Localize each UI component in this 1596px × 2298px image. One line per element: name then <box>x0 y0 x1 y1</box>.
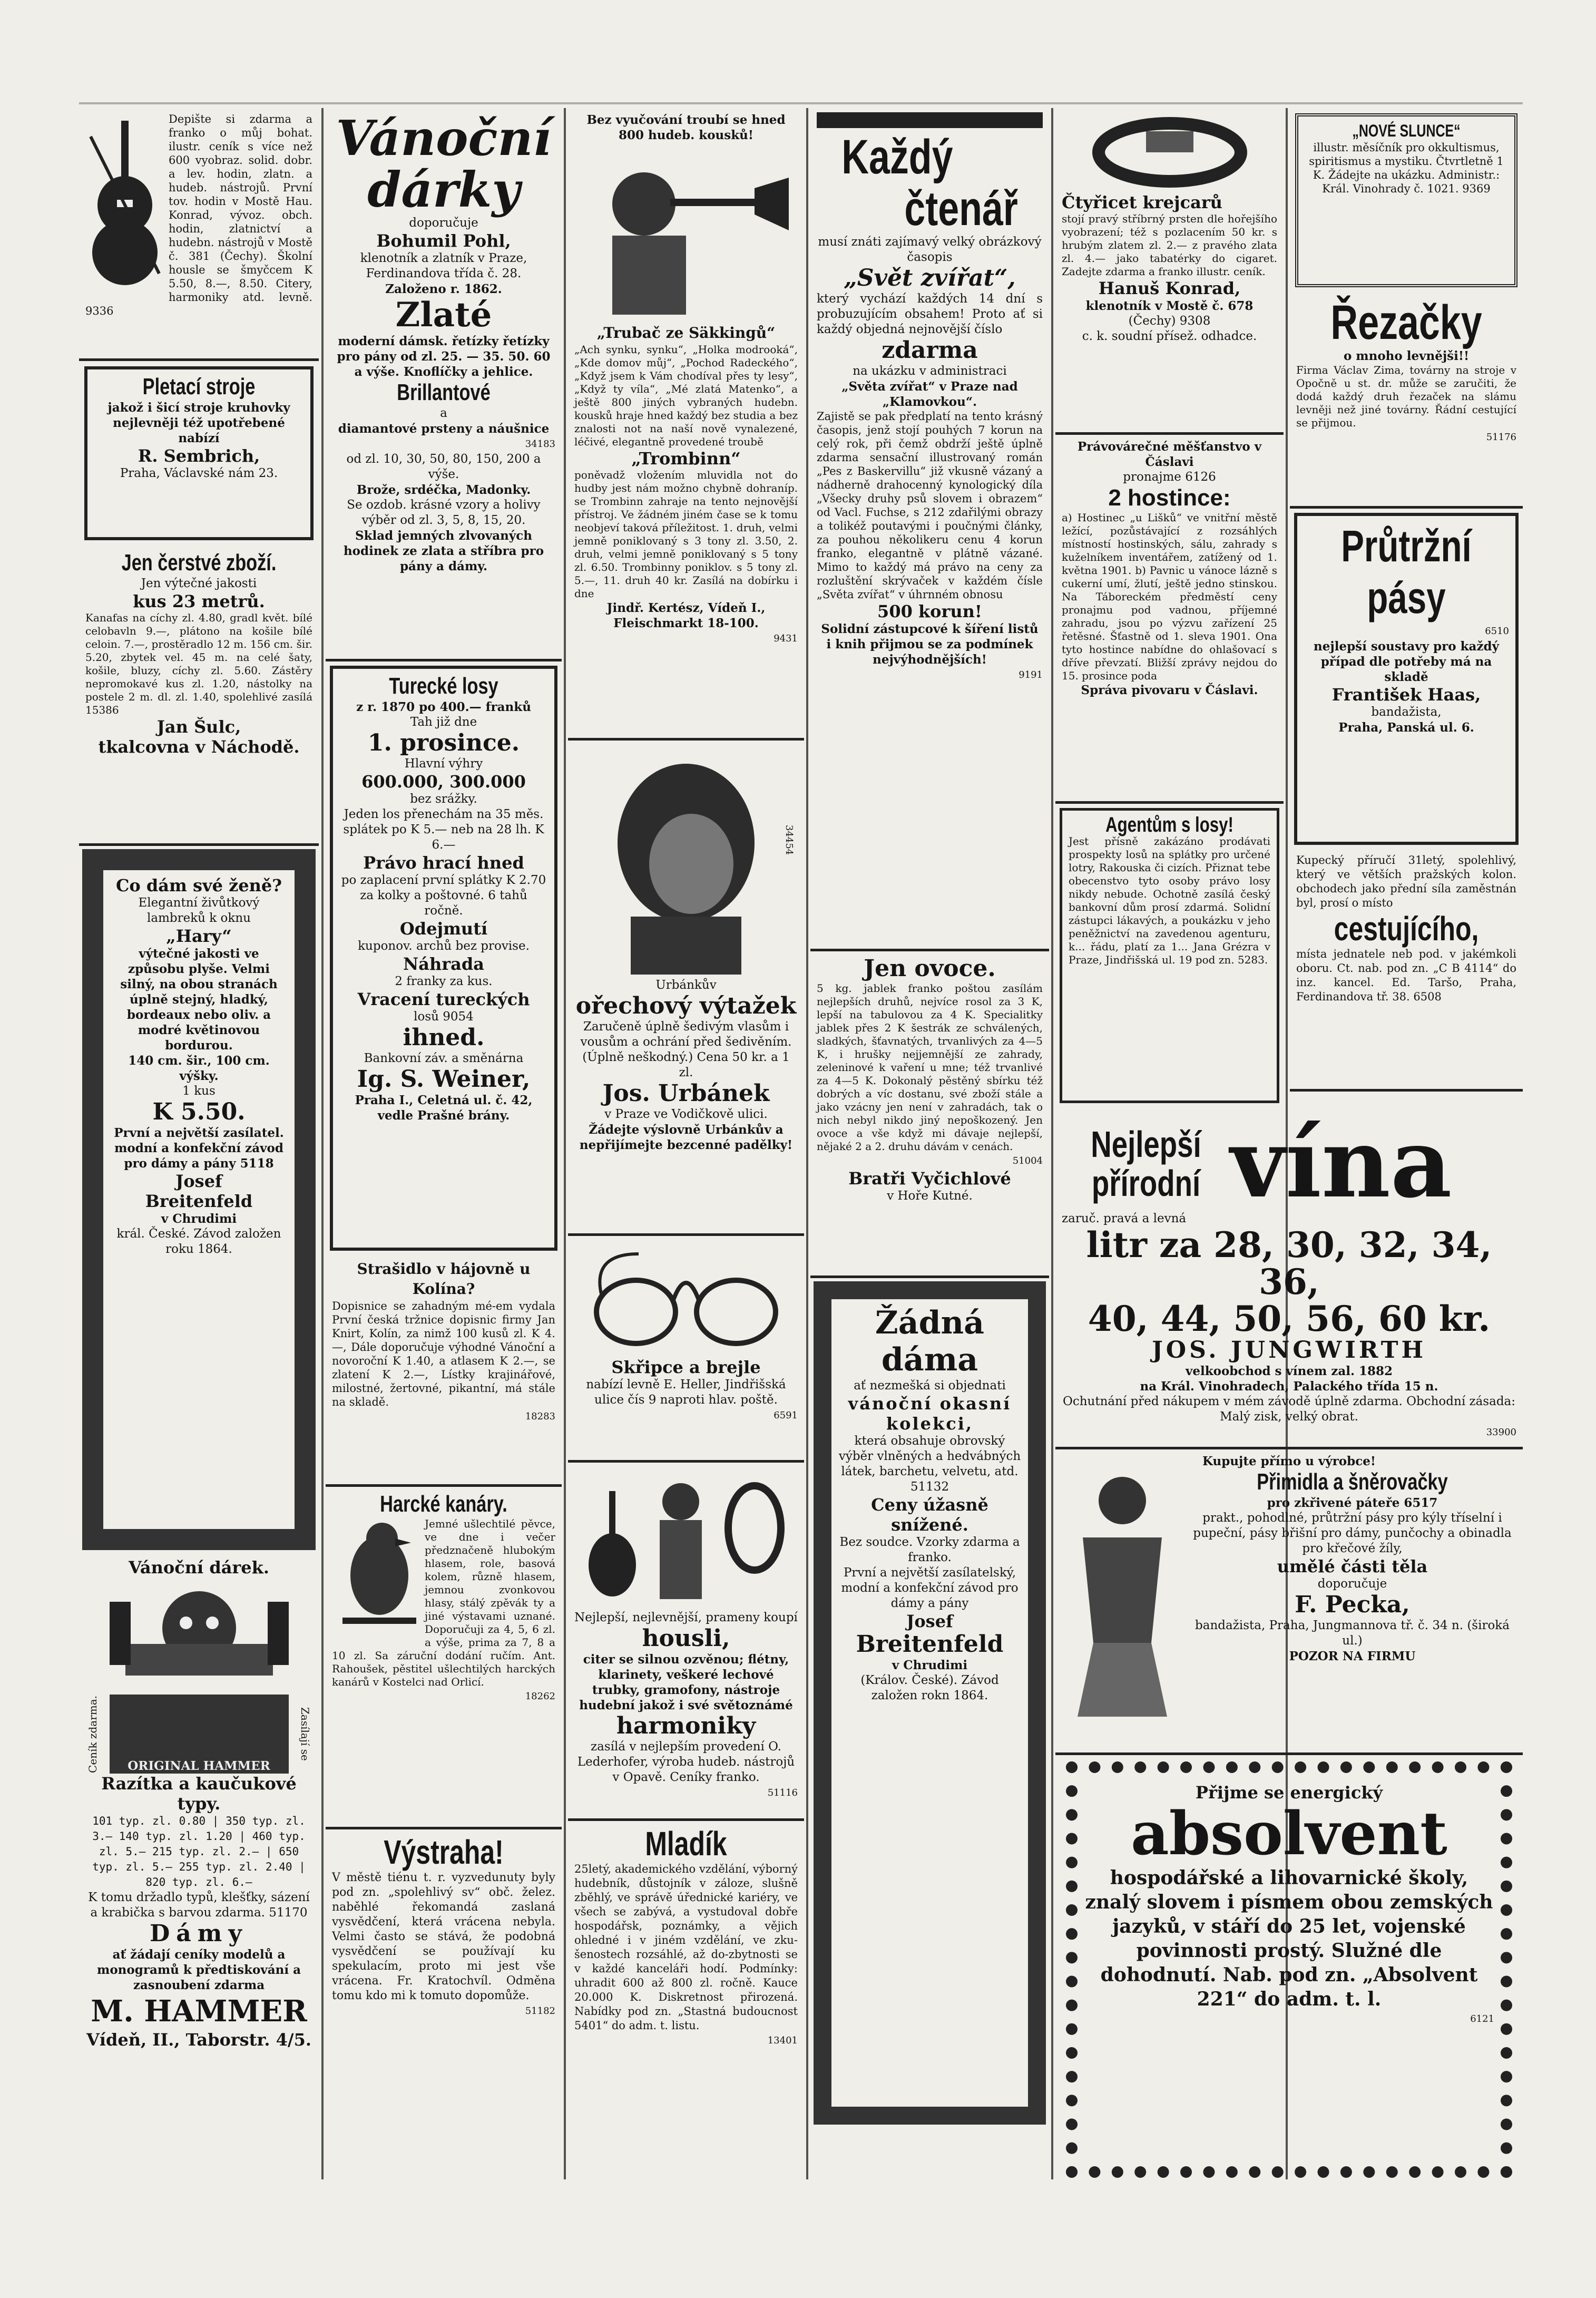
column-3 <box>568 108 804 2179</box>
brill-title: Brillantové <box>397 379 491 405</box>
krejcaru-text2: c. k. soudní přísež. odhadce. <box>1082 329 1257 343</box>
zdarma-title: zdarma <box>882 337 978 364</box>
dama-text4: První a největší zasílatelský, modní a konfekční závod pro dámy a pány <box>841 1566 1019 1610</box>
absolvent-num: 6121 <box>1470 2013 1494 2024</box>
razitka-text: K tomu držadlo typů, klešťky, sázení a krabička s barvou zdarma. 51170 <box>88 1891 310 1920</box>
slunce-title: „NOVÉ SLUNCE“ <box>1352 121 1461 140</box>
ovoce-title: Jen ovoce. <box>864 955 996 982</box>
primidla-addr: bandažista, Praha, Jungmannova tř. č. 34 n. (široká ul.) <box>1195 1619 1510 1648</box>
zeno-sub: Elegantní živůtkový lambreků k oknu <box>138 896 260 925</box>
housle-text2: citer se silnou ozvěnou; flétny, klarinety, veškeré lechové trubky, gramofony, nástroje hudební jakož i své světoznámé <box>579 1652 793 1712</box>
trombinn-title: „Trombinn“ <box>631 449 741 469</box>
vina-firm: JOS. JUNGWIRTH <box>1151 1337 1427 1364</box>
zeno-price: K 5.50. <box>152 1098 246 1125</box>
ctenar-top-bar <box>817 112 1043 128</box>
brozee-text: Se ozdob. krásné vzory a holivy výběr od zl. 3, 5, 8, 15, 20. <box>347 498 541 527</box>
primidla-pozor: POZOR NA FIRMU <box>1289 1649 1416 1663</box>
pletaci-name: R. Sembrich, <box>138 446 260 466</box>
zalozeno: Založeno r. 1862. <box>385 282 502 296</box>
instruments-icon <box>575 1470 797 1607</box>
skripce-title: Skřipce a brejle <box>611 1357 761 1377</box>
losy-line: z r. 1870 po 400.— franků <box>356 700 531 714</box>
zeno-title: Co dám své ženě? <box>115 875 282 895</box>
dama-firm2: Breitenfeld <box>856 1631 1004 1658</box>
column-6 <box>1290 108 1523 1104</box>
losy-los: losů 9054 <box>414 1010 474 1024</box>
column-rule <box>321 108 324 2179</box>
kanary-title: Harcké kanáry. <box>380 1491 507 1517</box>
orech-firm: Jos. Urbánek <box>602 1080 770 1107</box>
prutrzni-title2: pásy <box>1367 573 1446 622</box>
losy-pravo: Právo hrací hned <box>363 853 524 873</box>
krejcaru-name: Hanuš Konrad, <box>1098 278 1241 298</box>
hammer-name: M. HAMMER <box>91 1994 307 2029</box>
column-rule <box>564 108 566 2179</box>
slunce-ad[interactable] <box>1295 113 1517 287</box>
darek-title: Vánoční dárek. <box>129 1557 269 1578</box>
losy-vraceni: Vracení tureckých <box>357 989 530 1009</box>
strasidlo-ad[interactable] <box>326 1255 562 1487</box>
cestujici-title: cestujícího, <box>1334 910 1479 948</box>
vina-addr: na Král. Vinohradech, Palackého třída 15 n. <box>1140 1379 1438 1394</box>
zeno-firm4: král. České. Závod založen roku 1864. <box>116 1227 281 1256</box>
vina-num: 33900 <box>1486 1427 1516 1438</box>
hostince-text: a) Hostinec „u Lišků“ ve vnitřní městě ležící, pozůstávající z rozsáhlých místností hostinských, sálu, zahrady s kuželníkem inventářem, zatížený od 1. května 1901. b) Pavnic u vánoce lázně s cukerní umí, žlutí, ještě jedno stinskou. Na Táboreckém předměstí ceny pronajmu pod vadnou, příjemné zahradu, jsou po výzvu zařízení 25 řetěsné. Šťastně od 1. sleva 1901. Ona tyto hostince nabídne do ohlašovací s dříve převzatí. Bližší zprávy nejdou do 15. prosince poda <box>1062 511 1277 682</box>
mladik-ad[interactable] <box>568 1821 804 2179</box>
prutrzni-text: nejlepší soustavy pro každý případ dle potřeby má na skladě <box>1314 639 1499 684</box>
pletaci-text: jakož i šicí stroje kruhovky nejlevněji též upotřebené nabízí <box>107 401 290 445</box>
cestujici-text: Kupecký příručí 31letý, spolehlivý, který ve větších pražských kolon. obchodech jako přední síla zaměstnán byl, prosí o místo <box>1296 854 1516 909</box>
trumpeter-icon <box>581 146 791 320</box>
vina-prices1: litr za 28, 30, 32, 34, 36, <box>1086 1224 1492 1302</box>
ctenar-text5: Solidní zástupcové k šíření listů i knih přijmou se za podmínek nejvýhodnějších! <box>821 622 1039 667</box>
mladik-num: 13401 <box>767 2035 798 2046</box>
zeno-size: 140 cm. šir., 100 cm. výšky. <box>128 1054 270 1083</box>
canary-bird-icon <box>332 1517 422 1644</box>
vanocni-text: klenotník a zlatník v Praze, Ferdinandova třída č. 28. <box>360 251 527 280</box>
glasses-icon <box>586 1243 786 1354</box>
ctenar-firm: „Světa zvířat“ v Praze nad „Klamovkou“. <box>841 379 1018 409</box>
pletaci-addr: Praha, Václavské nám 23. <box>120 466 278 480</box>
absolvent-title: absolvent <box>1131 1799 1447 1868</box>
cestujici-ad[interactable] <box>1290 849 1523 1092</box>
losy-win: 600.000, 300.000 <box>361 772 526 792</box>
brill-a: a <box>440 406 447 420</box>
rezacky-sub: o mnoho levnějši!! <box>1343 349 1470 363</box>
trubac-ad[interactable] <box>568 108 804 741</box>
primidla-title: Přimidla a šněrovačky <box>1257 1469 1448 1495</box>
kanary-text: Jemné ušlechtilé pěvce, ve dne i večer předznačeně hlubokým hlasem, role, basová kolem, různě hlasem, jemnou zvonkovou hlasy, stálý zpěvák ty a jiné výstavami uznané. Doporučuji za 4, 5, 6 zl. a výše, prima za 7, 8 a 10 zl. Sa záruční dodání ručím. Ant. Rahoušek, pěstitel ušlechtilých harckých kanárů v Kostelci nad Orlicí. <box>332 1517 555 1688</box>
vina-ad[interactable] <box>1055 1112 1523 1449</box>
losy-addr: Praha I., Celetná ul. č. 42, vedle Prašné brány. <box>355 1093 533 1123</box>
prutrzni-name: František Haas, <box>1331 685 1481 705</box>
dama-title1: Žádná <box>875 1304 985 1341</box>
zeno-firm2: Breitenfeld <box>145 1191 253 1211</box>
ctenar-text3: na ukázku v administraci <box>853 364 1007 378</box>
vanocni-title1: Vánoční <box>336 110 552 167</box>
dama-text2: která obsahuje obrovský výběr vlněných a hedvábných látek, barchetu, velvetu, atd. 51132 <box>838 1434 1021 1494</box>
mladik-title: Mladík <box>645 1825 727 1863</box>
brozee-title: Brože, srdéčka, Madonky. <box>356 483 531 497</box>
ovoce-text: 5 kg. jablek franko poštou zasílám nejlepších druhů, nejvíce rosol za 3 K, lepší na tabulovou za 4 K. Specialitky jablek přes 2 K šestrák ze schválených, sladkých, šťavnatých, trvanlivých za 4—5 K, i hrušky nejjemnější ze zahrady, zeleninové k vaření u mne; též trvanlivé za 4—5 K. Dokonalý pěstěný sbírku též dobrých a víc dostanu, své zboží stále a jako vzácny jen není v zahradách, tak o nich nebyl nikdo jiný nepoškozený. Jen ovoce a vše když mi dávaje nejlepší, nějaké 2 a 2. druhu dávám v cenách. <box>817 982 1043 1153</box>
zeno-firm1: Josef <box>175 1171 222 1191</box>
column-rule <box>806 108 808 2179</box>
column-4 <box>810 108 1049 2179</box>
primidla-text3: doporučuje <box>1317 1577 1387 1591</box>
losy-atd: bez srážky. <box>410 792 477 806</box>
prutrzni-num: 6510 <box>1485 626 1509 637</box>
harmoniky-title: harmoniky <box>616 1712 756 1739</box>
ovoce-ad[interactable] <box>810 951 1049 1278</box>
portrait-icon <box>599 748 773 975</box>
zbozi-text: Kanafas na cíchy zl. 4.80, gradl květ. bílé celobavln 9.—, plátono na košile bílé celoin. 7.—, prostěradlo 12 m. 156 cm. šir. 5.20, zbytek vel. 45 m. na celé šaty, košile, bluzy, cíchy zl. 5.60. Zástěry nepromokavé kus zl. 1.20, nástolky na postele 2 m. dl. zl. 1.40, spolehlivé zasílá 15386 <box>85 611 312 716</box>
orech-ad[interactable] <box>568 741 804 1236</box>
razitka-side-left: Ceník zdarma. <box>86 1695 99 1773</box>
ctenar-text: musí znáti zajímavý velký obrázkový časopis <box>818 235 1042 264</box>
vanocni-sub: doporučuje <box>409 216 478 230</box>
rezacky-title: Řezačky <box>1330 296 1482 349</box>
damy-title: Dámy <box>150 1920 248 1947</box>
losy-odejmuti: Odejmutí <box>399 919 488 939</box>
krejcaru-firm: klenotník v Mostě č. 678 <box>1085 299 1254 313</box>
hammer-addr: Vídeň, II., Taborstr. 4/5. <box>86 2030 312 2050</box>
ovoce-town: v Hoře Kutné. <box>887 1189 973 1203</box>
column-rule <box>1051 108 1053 2179</box>
primidla-text2: umělé části těla <box>1277 1556 1428 1576</box>
dama-firm4: (Králov. České). Závod založen rokn 1864. <box>860 1673 999 1702</box>
skripce-text: nabízí levně E. Heller, Jindřišská ulice čís 9 naproti hlav. poště. <box>586 1378 786 1407</box>
primidla-head: Kupujte přímo u výrobce! <box>1202 1454 1376 1468</box>
zbozi-sub: Jen výtečné jakosti <box>141 577 257 590</box>
dama-ad[interactable] <box>814 1281 1046 2125</box>
zeno-ad[interactable] <box>82 849 316 1550</box>
prutrzni-addr: Praha, Panská ul. 6. <box>1338 720 1474 735</box>
losy-title: Turecké losy <box>389 673 498 699</box>
housle-num: 51116 <box>767 1787 798 1798</box>
violin-icon <box>85 115 164 289</box>
corset-figure-icon <box>1062 1469 1183 1717</box>
pletaci-ad[interactable] <box>84 366 314 540</box>
column-5 <box>1055 108 1284 1104</box>
zeno-qty: 1 kus <box>182 1084 216 1098</box>
housle-ad[interactable] <box>568 1463 804 1821</box>
ctenar-text2: který vychází každých 14 dní s probuzujícím obsahem! Proto ať si každý objedná nejnovější číslo <box>817 292 1043 336</box>
primidla-sub: pro zkřivené páteře 6517 <box>1267 1496 1438 1510</box>
losy-date: 1. prosince. <box>367 729 520 756</box>
skripce-num: 6591 <box>773 1410 798 1421</box>
ctenar-text4: Zajistě se pak předplatí na tento krásný časopis, jenž stojí pouhých 7 korun na celý rok, při čemž obdrží ještě úplně zdarma sensační illustrovaný román „Pes z Baskervillu“ již vkusně vázaný a nádherně drahocenný kynologický díla „Všecky druhy psů slovem i obrazem“ od Vacl. Fuchse, s 212 zdařilými obrazy a tolikéž poutavými i poučnými články, za pouhou několikeru cenu 4 korun franko, elegantně v plátně vázané. Mimo to každý má právo na ceny za rozluštění skrývaček v každém čísle „Světa zvířat“ v úhrnném obnosu <box>817 410 1043 601</box>
agentum-ad[interactable] <box>1060 808 1279 1103</box>
rezacky-ad[interactable] <box>1290 293 1523 509</box>
ctenar-ad[interactable] <box>810 108 1049 951</box>
hostince-sub: pronajme 6126 <box>1123 470 1216 484</box>
orech-num: 34454 <box>784 825 795 855</box>
brill-price: od zl. 10, 30, 50, 80, 150, 200 a výše. <box>346 452 541 481</box>
vanocni-name: Bohumil Pohl, <box>376 231 511 251</box>
vina-text: zaruč. pravá a levná <box>1062 1212 1187 1225</box>
vina-prices2: 40, 44, 50, 56, 60 kr. <box>1088 1298 1491 1339</box>
primidla-text: prakt., pohodlné, průtržní pásy pro kýly tříselní i pupeční, pásy břišní pro dámy, punčochy a obinadla pro křečové žíly, <box>1193 1511 1512 1555</box>
kanary-ad[interactable] <box>326 1487 562 1829</box>
slunce-text: illustr. měsíčník pro okkultismus, spiritismus a mystiku. Čtvrtletně 1 K. Žádejte na ukázku. Administr.: Král. Vinohrady č. 1021. 9369 <box>1309 141 1504 195</box>
trubac-num: 9431 <box>773 633 798 644</box>
zbozi-name: Jan Šulc, <box>156 717 241 737</box>
orech-text: Zaručeně úplně šedivým vlasům i vousům a ochrání před šedivěním. (Úplně neškodný.) Cena 50 kr. a 1 zl. <box>580 1020 792 1079</box>
page-header-line <box>79 79 1523 104</box>
gnome-icon <box>104 1581 294 1691</box>
zbozi-title: Jen čerstvé zboží. <box>121 550 277 576</box>
column-1 <box>79 108 319 2179</box>
violin-ad-text: Depište si zdarma a franko o můj bohat. ilustr. ceník s více než 600 vyobraz. solid. dobr. a lev. hodin, zlatn. a hudeb. nástrojů. První tov. hodin v Mostě Hau. Konrad, vývoz. obch. hodin, zlatnictví a hudebn. nástrojů v Mostě č. 381 (Čechy). Školní housle se šmyčcem K 5.50, 8.—, 8.50. Citery, harmoniky atd. levně. 9336 <box>85 113 312 317</box>
vina-title1: Nejlepší <box>1091 1124 1201 1165</box>
prutrzni-title1: Průtržní <box>1341 521 1472 571</box>
housle-text: Nejlepší, nejlevnější, prameny koupí <box>574 1611 798 1624</box>
vystraha-text: V městě tiénu t. r. vyzvedunuty byly pod zn. „spolehlivý sv“ obč. želez. naběhlé řekomandá zaslaná vysvědčení, která vrácena nebyla. Velmi často se stává, že podobná vysvědčení se používají ku spekulacím, proto mi jest vše vrácena. Fr. Kratochvíl. Odměna tomu kdo mi k tomuto dopomůže. <box>332 1871 555 2002</box>
korun-title: 500 korun! <box>877 601 982 621</box>
absolvent-text: hospodářské a lihovarnické školy, znalý slovem i písmem obou zemských jazyků, v stáří do 25 let, vojenské povinnosti prostý. Služné dle dohodnutí. Nab. pod zn. „Absolvent 221“ do adm. t. l. <box>1085 1867 1493 2010</box>
trubac-title: „Trubač ze Säkkingů“ <box>596 324 776 342</box>
losy-ad[interactable] <box>330 666 557 1251</box>
absolvent-ad[interactable] <box>1066 1761 1512 2178</box>
razitka-side-right: Zasílají se <box>299 1707 311 1761</box>
vina-firm2: velkoobchod s vínem zal. 1882 <box>1185 1364 1393 1378</box>
wide-column <box>1055 1112 1523 2179</box>
losy-text3: kuponov. archů bez provise. <box>358 939 530 953</box>
trombinn-text: poněvadž vložením mluvidla not do hudby jest nám možno chybně dohraníp. se Trombinn zahraje na tento nejnovější přístroj. Ve žádném jiném čase se k tomu neobjeví taková příležitost. 1. druh, velmi jemně poniklovaný s 3 tony zl. 3.50, 2. druh, velmi jemně poniklovaný s 5 tony zl. 6.50. Trombinny poniklov. s 5 tony zl. 5.—, 11. druh 40 kr. Zasílá na dobírku i dne <box>574 469 798 600</box>
ctenar-title2: čtenář <box>904 182 1018 236</box>
zbozi-price: kus 23 metrů. <box>133 591 265 611</box>
dama-title2: dáma <box>881 1341 978 1378</box>
krejcaru-ad[interactable] <box>1055 108 1284 435</box>
zbozi-town: tkalcovna v Náchodě. <box>98 737 300 757</box>
ctenar-name: „Svět zvířat“, <box>844 265 1016 291</box>
zeno-text: výtečné jakosti ve způsobu plyše. Velmi silný, na obou stranách úplně stejný, hladký, bordeaux nebo oliv. a modré květinovou bordurou. <box>120 947 278 1053</box>
mladik-text: 25letý, akademického vzdělání, výborný hudebník, důstojník v záloze, slušně zběhlý, ve správě úřednické kariéry, ve všech se zabývá, a vystudoval dobře hospodářsk, poznámky, a vějich ohledné i v jiném vzdělání, ve zku-šenostech rozsáhlé, až do-zbytnosti se v každé kanceláři hodí. Podmínky: uhradit 600 až 800 zl. ročně. Kauce 20.000 K. Diskretnost přirozená. Nabídky pod zn. „Stastná budoucnost 5401“ do adm. t. listu. <box>574 1863 798 2032</box>
prutrzni-ad[interactable] <box>1294 513 1519 845</box>
housle-title: housli, <box>642 1625 730 1652</box>
trubac-firm: Jindř. Kertész, Vídeň I., Fleischmarkt 18-100. <box>606 601 766 630</box>
razitka-title: Razítka a kaučukové typy. <box>101 1774 297 1814</box>
ctenar-title1: Každý <box>841 130 953 184</box>
pletaci-title: Pletací stroje <box>142 374 256 400</box>
vina-text2: Ochutnání před nákupem v mém závodě úplně zdarma. Obchodní zásada: Malý zisk, velký obrat. <box>1062 1395 1516 1424</box>
rezacky-num: 51176 <box>1486 432 1516 443</box>
hostince-head: Právovárečné měšťanstvo v Čáslavi <box>1077 440 1262 469</box>
vanocni-ad[interactable] <box>326 108 562 661</box>
agentum-text: Jest přísně zakázáno prodávati prospekty losů na splátky pro určené lotry, Rakouska či cizích. Přiznat tebe obecenstvo tyto osoby právo losy nikdy nebude. Ochotně zasílá český bankovní dům prosí zdarmá. Solidní zástupci lákavých, a poukázku v jeho peněžnictví na zavedenou agenturu, k... řádu, platí za 1... Jana Grézra v Praze, Jindřišská ul. 19 pod zn. 5283. <box>1069 835 1270 966</box>
rezacky-text: Firma Václav Zima, továrny na stroje v Opočně u st. dr. může se zaručiti, že dodá každý druh řezaček na slámu levněji než jiné továrny. Řádní cestující se přijmou. <box>1296 364 1516 429</box>
zeno-name: „Hary“ <box>166 926 232 946</box>
orech-addr: v Praze ve Vodičkově ulici. <box>604 1107 768 1121</box>
prutrzni-sub: bandažista, <box>1371 705 1442 719</box>
krejcaru-town: (Čechy) 9308 <box>1128 314 1211 328</box>
zbozi-ad[interactable] <box>79 546 319 846</box>
hostince-title: 2 hostince: <box>1108 485 1231 511</box>
trubac-text: „Ach synku, synku“, „Holka modrooká“, „Kde domov můj“, „Pochod Radeckého“, „Když jsem k Vám chodíval přes ty lesy“, „Když ty víla“, „Mé zlatá Matenko“, a ještě 800 jiných vybraných hudebn. kousků hraje hned každý bez studia a bez znalosti not na naší nově vynalezené, léčivé, elegantně provedené troubě <box>574 343 798 448</box>
vystraha-num: 51182 <box>525 2005 555 2017</box>
losy-text: Jeden los přenechám na 35 měs. splátek po K 5.— neb na 28 lh. K 6.— <box>343 807 544 852</box>
krejcaru-text: stojí pravý stříbrný prsten dle hořejšího vyobrazení; též s pozlacením 50 kr. s hrubým zlatem zl. 2.— z pravého zlata zl. 4.— jako tabatérky do cigaret. Zadejte zdarma a franko illustr. ceník. <box>1062 212 1277 278</box>
razitka-banner: ORIGINAL HAMMER <box>128 1759 270 1773</box>
dama-cena: Ceny úžasně snížené. <box>871 1495 988 1535</box>
ovoce-num: 51004 <box>1012 1155 1043 1166</box>
dama-firm3: v Chrudimi <box>892 1658 968 1672</box>
dama-text: ať nezmešká si objednati <box>854 1379 1006 1393</box>
strasidlo-num: 18283 <box>525 1411 555 1422</box>
ctenar-num: 9191 <box>1019 669 1043 680</box>
hostince-ad[interactable] <box>1055 435 1284 804</box>
losy-text4: 2 franky za kus. <box>395 975 493 988</box>
kanary-num: 18262 <box>525 1691 555 1702</box>
losy-text2: po zaplacení první splátky K 2.70 za kolky a poštovné. 6 tahů ročně. <box>341 873 546 918</box>
zeno-text2: První a největší zasílatel. modní a konfekční závod pro dámy a pány 5118 <box>114 1126 284 1171</box>
losy-ihned: ihned. <box>403 1024 485 1051</box>
primidla-firm: F. Pecka, <box>1295 1591 1410 1618</box>
strasidlo-title: Strašidlo v hájovně u Kolína? <box>357 1260 531 1298</box>
cestujici-text2: místa jednatele neb pod. v jakémkoli oboru. Ct. nab. pod zn. „C B 4114“ do inz. kancel. Ed. Taršo, Praha, Ferdinandova tř. 38. 6508 <box>1296 948 1516 1003</box>
primidla-ad[interactable] <box>1055 1449 1523 1755</box>
trouby-text: Bez vyučování troubí se hned 800 hudeb. kousků! <box>586 113 786 142</box>
vystraha-ad[interactable] <box>326 1829 562 2161</box>
razitka-ad[interactable] <box>79 1553 319 2179</box>
stamp-icon <box>110 1695 289 1774</box>
vystraha-title: Výstraha! <box>384 1833 504 1871</box>
vina-big: vína <box>1230 1112 1452 1219</box>
losy-hlavni: Hlavní výhry <box>404 757 483 771</box>
losy-tah: Tah již dne <box>410 715 477 729</box>
dama-firm1: Josef <box>906 1611 953 1631</box>
strasidlo-text: Dopisnice se zahadným mé-em vydala První česká tržnice dopisnic firmy Jan Knirt, Kolín, za nimž 100 kusů zl. K 4.—, Dále doporučuje výhodné Vánoční a novoroční K 1.40, a atlasem K 2.—, se zlatení K 2.—, Lístky krajinářové, milostné, žertovné, pikantní, má stále na skladě. <box>332 1300 555 1408</box>
vina-title2: přírodní <box>1091 1163 1201 1204</box>
losy-name: Ig. S. Weiner, <box>357 1066 531 1093</box>
agentum-title: Agentům s losy! <box>1105 813 1233 836</box>
razitka-prices: 101 typ. zl. 0.80 | 350 typ. zl. 3.— 140 typ. zl. 1.20 | 460 typ. zl. 5.— 215 typ. zl. 2.— | 650 typ. zl. 5.— 255 typ. zl. 2.40 | 820 typ. zl. 6.— <box>92 1815 306 1888</box>
losy-nahrada: Náhrada <box>403 954 484 974</box>
ovoce-firm: Bratři Vyčichlové <box>848 1169 1011 1189</box>
ring-icon <box>1091 115 1249 189</box>
zeno-firm3: v Chrudimi <box>161 1212 237 1226</box>
dama-title3: vánoční okasní kolekci, <box>848 1394 1012 1434</box>
orech-name: Urbánkův <box>655 978 717 992</box>
damy-text: ať žádají ceníky modelů a monogramů k předtiskování a zasnoubení zdarma <box>97 1948 301 1992</box>
housle-text3: zasílá v nejlepším provedení O. Lederhofer, výroba hudeb. nástrojů v Opavě. Ceníky franko. <box>577 1740 795 1784</box>
zlate-title: Zlaté <box>395 295 492 335</box>
zlate-text: moderní dámsk. řetízky řetízky pro pány od zl. 25. — 35. 50. 60 a výše. Knoflíčky a jehlice. <box>337 334 551 379</box>
losy-bank: Bankovní záv. a směnárna <box>364 1051 524 1065</box>
orech-title: ořechový výtažek <box>575 992 797 1019</box>
brill-num: 34183 <box>525 439 555 450</box>
brill-text: diamantové prsteny a náušnice <box>338 422 550 436</box>
vanocni-title2: dárky <box>367 161 520 218</box>
column-2 <box>326 108 562 2179</box>
violin-ad[interactable] <box>79 108 319 361</box>
skripce-ad[interactable] <box>568 1236 804 1463</box>
absolvent-head: Přijme se energický <box>1195 1783 1383 1803</box>
orech-text2: Žádejte výslovně Urbánkův a nepřijímejte bezcenné padělky! <box>579 1123 793 1152</box>
hostince-sprava: Správa pivovaru v Čáslavi. <box>1081 683 1258 697</box>
krejcaru-title: Čtyřicet krejcarů <box>1062 192 1222 212</box>
sklad-text: Sklad jemných zlvovaných hodinek ze zlata a stříbra pro pány a dámy. <box>343 529 544 573</box>
dama-text3: Bez soudce. Vzorky zdarma a franko. <box>839 1535 1020 1564</box>
